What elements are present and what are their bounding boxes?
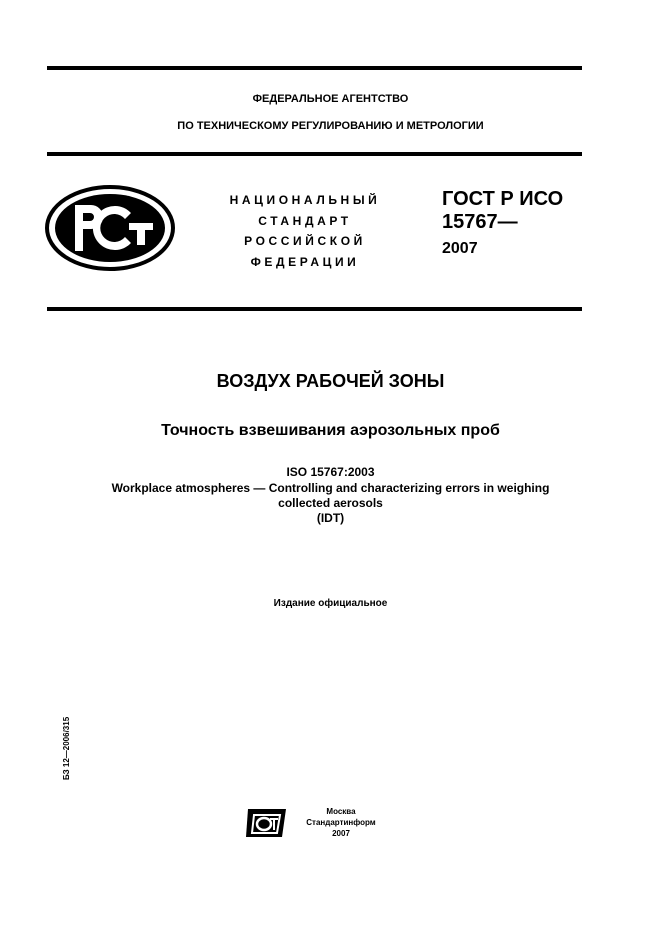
agency-line-2: ПО ТЕХНИЧЕСКОМУ РЕГУЛИРОВАНИЮ И МЕТРОЛОГИИ — [177, 120, 484, 132]
iso-title-line-2: collected aerosols — [278, 496, 383, 510]
iso-number: ISO 15767:2003 — [286, 465, 375, 479]
edition-label: Издание официальное — [273, 598, 388, 609]
publisher-year: 2007 — [332, 829, 350, 838]
header-rule — [47, 152, 582, 156]
section-rule — [47, 307, 582, 311]
document-subtitle: Точность взвешивания аэрозольных проб — [161, 422, 500, 439]
publisher-name: Стандартинформ — [306, 818, 376, 827]
standard-type-line-1: НАЦИОНАЛЬНЫЙ — [229, 193, 381, 207]
standartinform-logo-icon — [246, 805, 290, 844]
standard-type — [205, 190, 405, 272]
designation-line-1: ГОСТ Р ИСО — [442, 188, 564, 210]
gost-r-logo-icon — [45, 185, 175, 276]
side-code: БЗ 12—2006/315 — [62, 716, 71, 780]
designation-line-2: 15767— — [442, 211, 518, 233]
top-rule — [47, 66, 582, 70]
agency-line-1: ФЕДЕРАЛЬНОЕ АГЕНТСТВО — [252, 93, 409, 105]
document-title: ВОЗДУХ РАБОЧЕЙ ЗОНЫ — [216, 371, 445, 391]
publisher-info — [296, 806, 386, 839]
standard-type-line-2: СТАНДАРТ — [258, 213, 352, 228]
publisher-city: Москва — [326, 807, 356, 816]
iso-idt: (IDT) — [316, 511, 345, 525]
iso-title-line-1: Workplace atmospheres — Controlling and characterizing errors in weighing — [111, 481, 550, 495]
standard-type-line-3: РОССИЙСКОЙ — [244, 234, 366, 248]
designation-year: 2007 — [442, 240, 478, 257]
standard-type-line-4: ФЕДЕРАЦИИ — [250, 254, 360, 269]
standard-designation — [442, 188, 563, 260]
